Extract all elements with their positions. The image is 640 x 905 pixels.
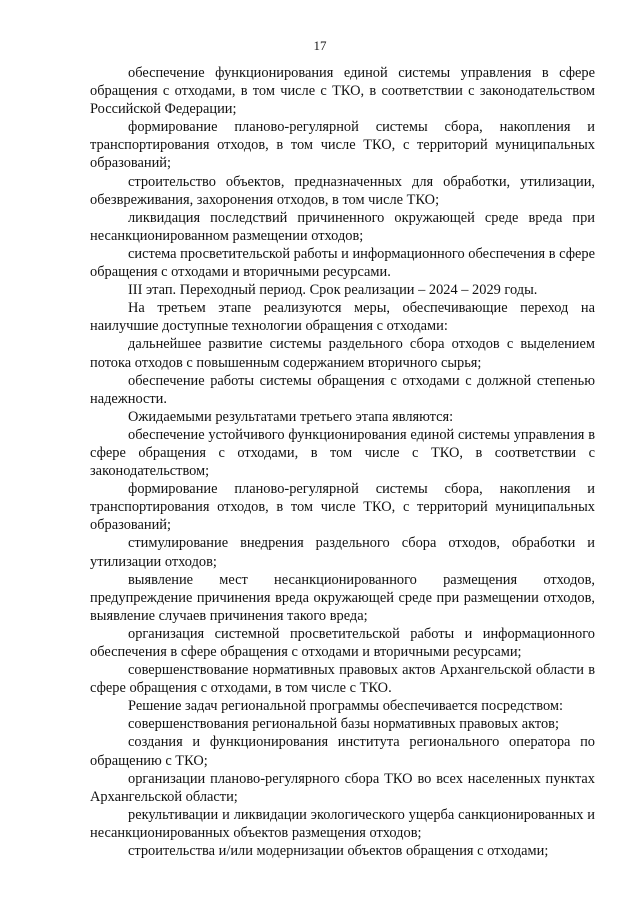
paragraph: обеспечение устойчивого функционирования единой системы управления в сфере обращения с отходами, в том числе с ТКО, в соответствии с законодательством; xyxy=(90,426,595,480)
paragraph: рекультивации и ликвидации экологического ущерба санкционированных и несанкционированных объектов размещения отходов; xyxy=(90,806,595,841)
paragraph: обеспечение работы системы обращения с отходами с должной степенью надежности. xyxy=(90,372,595,407)
paragraph: дальнейшее развитие системы раздельного сбора отходов с выделением потока отходов с повышенным содержанием вторичного сырья; xyxy=(90,336,595,371)
paragraph: выявление мест несанкционированного размещения отходов, предупреждение причинения вреда окружающей среде при размещении отходов, выявление случаев причинения такого вреда; xyxy=(90,571,595,624)
paragraph: система просветительской работы и информационного обеспечения в сфере обращения с отходами и вторичными ресурсами. xyxy=(90,245,595,281)
paragraph: стимулирование внедрения раздельного сбора отходов, обработки и утилизации отходов; xyxy=(90,535,595,570)
paragraph: строительство объектов, предназначенных для обработки, утилизации, обезвреживания, захоронения отходов, в том числе ТКО; xyxy=(90,173,595,208)
paragraph: совершенствование нормативных правовых актов Архангельской области в сфере обращения с отходами, в том числе с ТКО. xyxy=(90,662,595,697)
paragraph: организация системной просветительской работы и информационного обеспечения в сфере обращения с отходами и вторичными ресурсами; xyxy=(90,625,595,660)
paragraph: Решение задач региональной программы обеспечивается посредством: xyxy=(128,698,564,715)
stage-heading: III этап. Переходный период. Срок реализации – 2024 – 2029 годы. xyxy=(128,282,538,299)
document-body xyxy=(90,64,595,860)
paragraph: Ожидаемыми результатами третьего этапа являются: xyxy=(128,408,454,425)
paragraph: На третьем этапе реализуются меры, обеспечивающие переход на наилучшие доступные технологии обращения с отходами: xyxy=(90,300,595,335)
paragraph: строительства и/или модернизации объектов обращения с отходами; xyxy=(128,843,549,860)
paragraph: формирование планово-регулярной системы сбора, накопления и транспортирования отходов, в том числе ТКО, с территорий муниципальных образований; xyxy=(90,119,595,172)
paragraph: совершенствования региональной базы нормативных правовых актов; xyxy=(128,716,559,733)
paragraph: ликвидация последствий причиненного окружающей среде вреда при несанкционированном размещении отходов; xyxy=(90,209,595,244)
paragraph: обеспечение функционирования единой системы управления в сфере обращения с отходами, в том числе с ТКО, в соответствии с законодательством Российской Федерации; xyxy=(90,65,595,118)
paragraph: создания и функционирования института регионального оператора по обращению с ТКО; xyxy=(90,734,595,769)
paragraph: организации планово-регулярного сбора ТКО во всех населенных пунктах Архангельской области; xyxy=(90,770,595,805)
paragraph: формирование планово-регулярной системы сбора, накопления и транспортирования отходов, в том числе ТКО, с территорий муниципальных образований; xyxy=(90,481,595,534)
page-number: 17 xyxy=(313,38,327,53)
